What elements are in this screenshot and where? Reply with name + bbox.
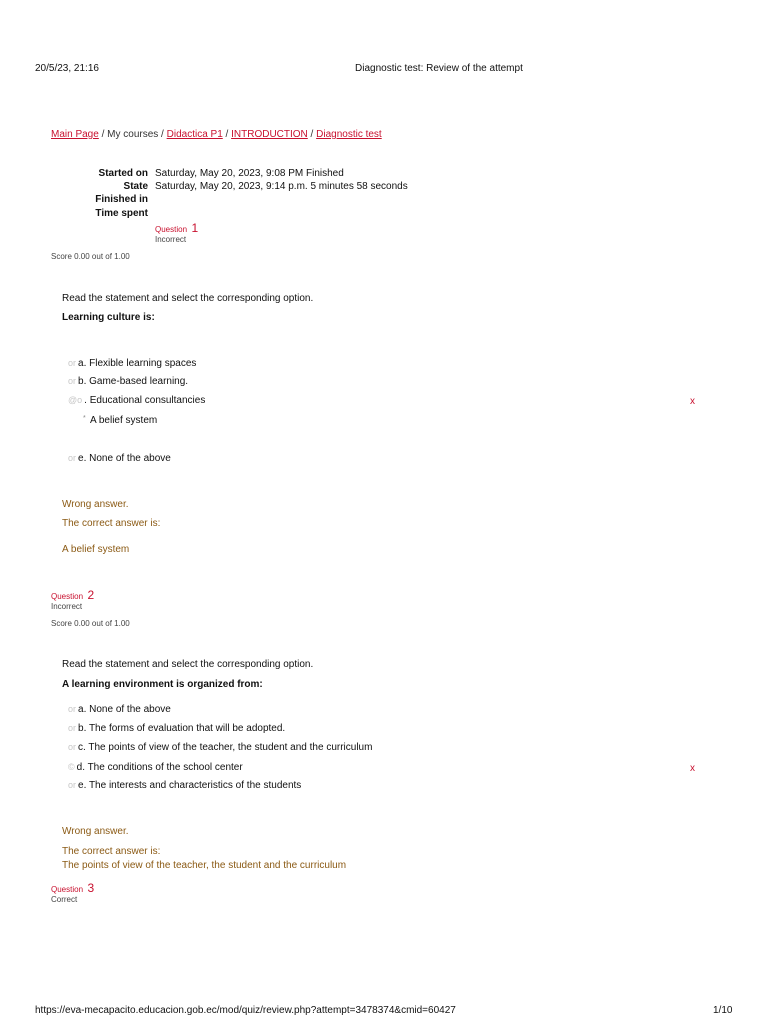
radio-selected-icon: © xyxy=(68,762,75,772)
question-3-status: Correct xyxy=(51,895,78,904)
option-text: b. The forms of evaluation that will be adopted. xyxy=(78,723,286,734)
print-footer-url: https://eva-mecapacito.educacion.gob.ec/mod/quiz/review.php?attempt=3478374&cmid=60427 xyxy=(35,1005,456,1016)
option-text: A belief system xyxy=(89,415,158,426)
print-title: Diagnostic test: Review of the attempt xyxy=(355,63,523,74)
q1-option-e[interactable] xyxy=(68,453,171,464)
radio-icon: or xyxy=(68,742,77,752)
radio-icon: or xyxy=(68,358,77,368)
q2-option-d[interactable] xyxy=(68,762,243,773)
question-2-status: Incorrect xyxy=(51,602,83,611)
q1-option-d[interactable] xyxy=(83,415,157,426)
question-2-score: Score 0.00 out of 1.00 xyxy=(51,619,130,628)
state-label: State xyxy=(123,181,148,192)
question-1-correct-answer: A belief system xyxy=(62,544,130,555)
question-2-correct-label: The correct answer is: xyxy=(62,846,161,857)
question-number: 1 xyxy=(191,221,199,235)
radio-icon: or xyxy=(68,376,77,386)
radio-selected-icon: @o xyxy=(68,395,83,405)
question-number: 2 xyxy=(87,588,95,602)
radio-icon: or xyxy=(68,704,77,714)
question-label: Question xyxy=(51,885,84,894)
breadcrumb-section[interactable]: INTRODUCTION xyxy=(231,129,308,140)
option-text: c. The points of view of the teacher, the student and the curriculum xyxy=(78,742,373,753)
question-1-status: Incorrect xyxy=(155,235,187,244)
option-text: a. Flexible learning spaces xyxy=(78,358,197,369)
state-value: Saturday, May 20, 2023, 9:14 p.m. 5 minutes 58 seconds xyxy=(155,181,408,192)
print-datetime: 20/5/23, 21:16 xyxy=(35,63,99,74)
breadcrumb-main-page[interactable]: Main Page xyxy=(51,129,99,140)
q1-option-b[interactable] xyxy=(68,376,188,387)
breadcrumb-course[interactable]: Didactica P1 xyxy=(166,129,223,140)
question-2-feedback: Wrong answer. xyxy=(62,826,129,837)
breadcrumb-separator: / xyxy=(98,129,108,140)
question-1-statement: Read the statement and select the corresponding option. xyxy=(62,293,314,304)
time-spent-label: Time spent xyxy=(95,208,148,219)
question-2-correct-answer: The points of view of the teacher, the student and the curriculum xyxy=(62,860,347,871)
q2-option-e[interactable] xyxy=(68,780,301,791)
question-2-prompt: A learning environment is organized from: xyxy=(62,679,263,690)
option-text: e. The interests and characteristics of the students xyxy=(78,780,302,791)
breadcrumb xyxy=(51,129,382,140)
q2-option-b[interactable] xyxy=(68,723,285,734)
breadcrumb-separator: / xyxy=(307,129,317,140)
question-2-statement: Read the statement and select the corresponding option. xyxy=(62,659,314,670)
question-1-correct-label: The correct answer is: xyxy=(62,518,161,529)
option-text: d. The conditions of the school center xyxy=(76,762,243,773)
question-1-score: Score 0.00 out of 1.00 xyxy=(51,252,130,261)
breadcrumb-separator: / xyxy=(222,129,232,140)
question-label: Question xyxy=(51,592,84,601)
incorrect-x-icon: x xyxy=(690,396,695,407)
option-text: e. None of the above xyxy=(78,453,171,464)
q2-option-c[interactable] xyxy=(68,742,372,753)
question-1-feedback: Wrong answer. xyxy=(62,499,129,510)
question-number: 3 xyxy=(87,881,95,895)
breadcrumb-separator: / xyxy=(158,129,167,140)
option-text: b. Game-based learning. xyxy=(78,376,189,387)
finished-in-label: Finished in xyxy=(95,194,148,205)
started-on-label: Started on xyxy=(98,168,148,179)
radio-icon: * xyxy=(83,415,86,422)
q1-option-c[interactable] xyxy=(68,395,205,406)
option-text: . Educational consultancies xyxy=(84,395,206,406)
print-footer-page: 1/10 xyxy=(713,1005,733,1016)
incorrect-x-icon: x xyxy=(690,763,695,774)
option-text: a. None of the above xyxy=(78,704,171,715)
radio-icon: or xyxy=(68,453,77,463)
q2-option-a[interactable] xyxy=(68,704,171,715)
question-1-prompt: Learning culture is: xyxy=(62,312,155,323)
q1-option-a[interactable] xyxy=(68,358,196,369)
started-on-value: Saturday, May 20, 2023, 9:08 PM Finished xyxy=(155,168,344,179)
question-label: Question xyxy=(155,225,188,234)
breadcrumb-my-courses: My courses xyxy=(107,129,159,140)
radio-icon: or xyxy=(68,780,77,790)
breadcrumb-quiz[interactable]: Diagnostic test xyxy=(316,129,382,140)
radio-icon: or xyxy=(68,723,77,733)
